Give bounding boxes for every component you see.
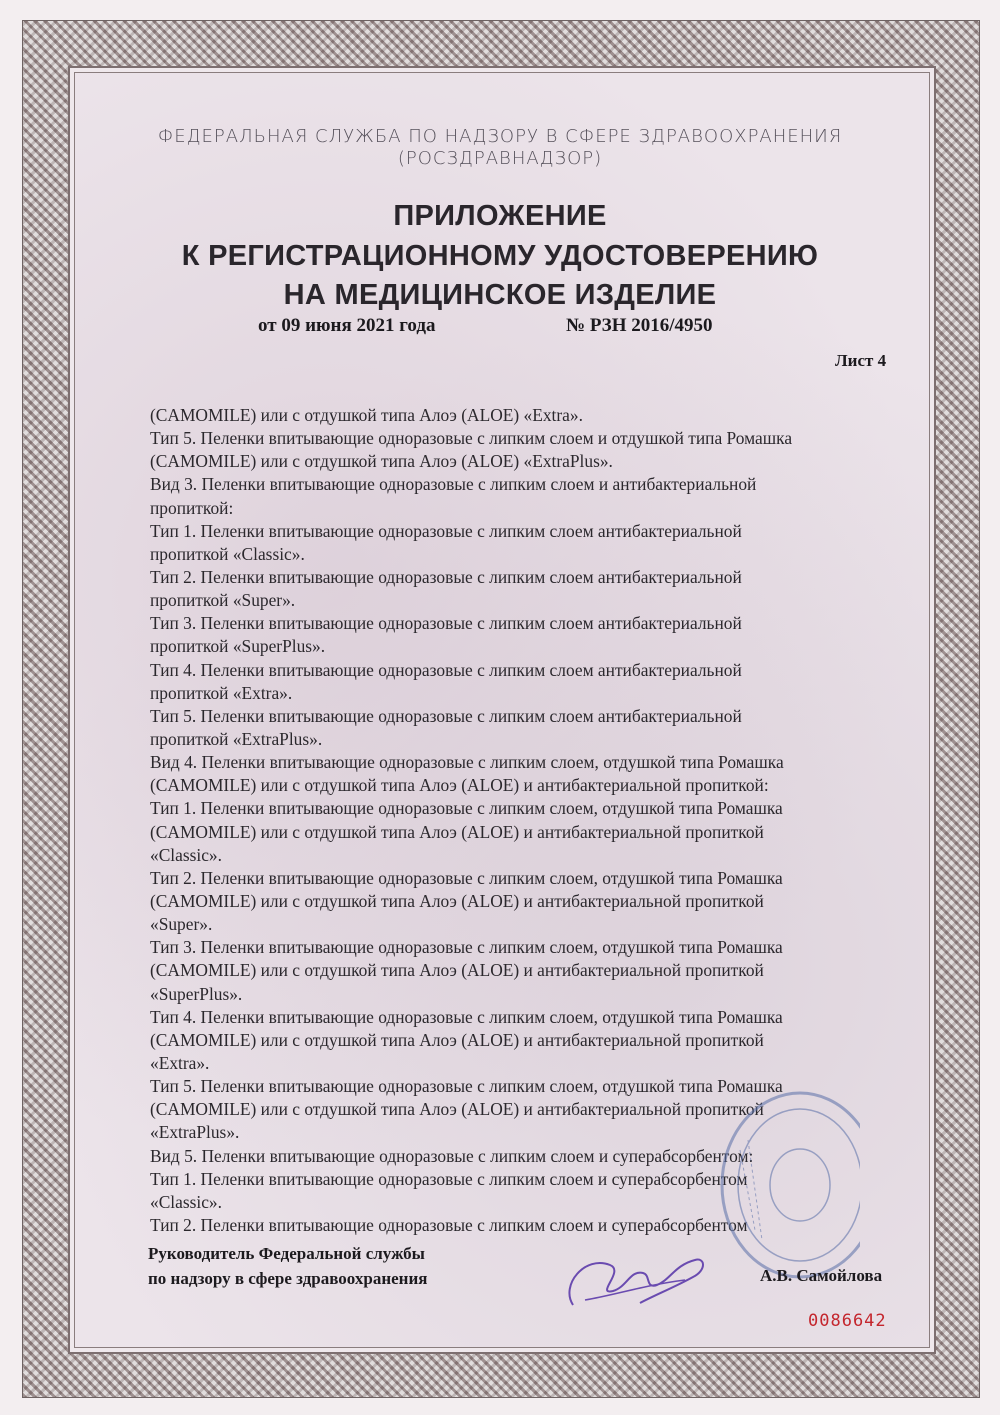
- agency-abbreviation: (РОСЗДРАВНАДЗОР): [397, 148, 603, 169]
- body-line: пропиткой «Classic».: [150, 543, 305, 564]
- body-line: «Super».: [150, 914, 213, 935]
- body-line: Тип 5. Пеленки впитывающие одноразовые с липким слоем антибактериальной: [150, 705, 742, 726]
- signature: [555, 1225, 715, 1325]
- agency-name: ФЕДЕРАЛЬНАЯ СЛУЖБА ПО НАДЗОРУ В СФЕРЕ ЗДРАВООХРАНЕНИЯ: [157, 126, 843, 147]
- sheet-number: Лист 4: [835, 351, 887, 370]
- body-line: Тип 1. Пеленки впитывающие одноразовые с липким слоем и суперабсорбентом: [150, 1168, 748, 1189]
- serial-number: 0086642: [808, 1311, 887, 1331]
- body-line: Вид 5. Пеленки впитывающие одноразовые с липким слоем и суперабсорбентом:: [150, 1145, 754, 1166]
- body-line: Тип 1. Пеленки впитывающие одноразовые с липким слоем, отдушкой типа Ромашка: [150, 798, 783, 819]
- certificate-number: № РЗН 2016/4950: [566, 315, 713, 336]
- body-line: пропиткой «ExtraPlus».: [150, 728, 323, 749]
- body-line: Тип 2. Пеленки впитывающие одноразовые с липким слоем антибактериальной: [150, 566, 742, 587]
- body-line: (CAMOMILE) или с отдушкой типа Алоэ (ALOE) и антибактериальной пропиткой: [150, 821, 764, 842]
- body-line: Тип 5. Пеленки впитывающие одноразовые с липким слоем, отдушкой типа Ромашка: [150, 1076, 783, 1097]
- body-line: Вид 3. Пеленки впитывающие одноразовые с липким слоем и антибактериальной: [150, 474, 757, 495]
- body-line: «ExtraPlus».: [150, 1122, 240, 1143]
- body-line: «Classic».: [150, 1191, 222, 1212]
- body-line: (CAMOMILE) или с отдушкой типа Алоэ (ALOE) и антибактериальной пропиткой: [150, 960, 764, 981]
- signer-title-line1: Руководитель Федеральной службы: [148, 1244, 425, 1263]
- body-line: пропиткой:: [150, 497, 234, 518]
- body-line: (CAMOMILE) или с отдушкой типа Алоэ (ALOE) и антибактериальной пропиткой: [150, 1029, 764, 1050]
- body-line: «Classic».: [150, 844, 222, 865]
- body-line: Тип 1. Пеленки впитывающие одноразовые с липким слоем антибактериальной: [150, 520, 742, 541]
- body-line: (CAMOMILE) или с отдушкой типа Алоэ (ALOE) и антибактериальной пропиткой: [150, 890, 764, 911]
- body-line: Тип 3. Пеленки впитывающие одноразовые с липким слоем антибактериальной: [150, 613, 742, 634]
- document-title-line2: К РЕГИСТРАЦИОННОМУ УДОСТОВЕРЕНИЮ: [181, 240, 819, 272]
- signer-name: А.В. Самойлова: [760, 1266, 883, 1285]
- body-line: «Extra».: [150, 1052, 210, 1073]
- body-line: Тип 3. Пеленки впитывающие одноразовые с липким слоем, отдушкой типа Ромашка: [150, 937, 783, 958]
- signer-title-line2: по надзору в сфере здравоохранения: [148, 1269, 428, 1288]
- body-line: пропиткой «SuperPlus».: [150, 636, 326, 657]
- body-line: пропиткой «Super».: [150, 590, 296, 611]
- official-stamp: [700, 1090, 860, 1290]
- body-line: (CAMOMILE) или с отдушкой типа Алоэ (ALOE) «ExtraPlus».: [150, 451, 613, 472]
- body-line: пропиткой «Extra».: [150, 682, 293, 703]
- certificate-date: от 09 июня 2021 года: [258, 315, 436, 336]
- body-line: (CAMOMILE) или с отдушкой типа Алоэ (ALOE) и антибактериальной пропиткой:: [150, 775, 769, 796]
- body-line: Тип 4. Пеленки впитывающие одноразовые с липким слоем, отдушкой типа Ромашка: [150, 1006, 783, 1027]
- body-line: (CAMOMILE) или с отдушкой типа Алоэ (ALOE) «Extra».: [150, 405, 583, 425]
- document-title-line3: НА МЕДИЦИНСКОЕ ИЗДЕЛИЕ: [283, 279, 717, 311]
- body-line: Тип 2. Пеленки впитывающие одноразовые с липким слоем и суперабсорбентом: [150, 1214, 748, 1235]
- body-line: (CAMOMILE) или с отдушкой типа Алоэ (ALOE) и антибактериальной пропиткой: [150, 1099, 764, 1120]
- body-line: Вид 4. Пеленки впитывающие одноразовые с липким слоем, отдушкой типа Ромашка: [150, 752, 784, 773]
- document-title-line1: ПРИЛОЖЕНИЕ: [393, 200, 607, 232]
- body-line: Тип 4. Пеленки впитывающие одноразовые с липким слоем антибактериальной: [150, 659, 742, 680]
- signer-title: [148, 1241, 427, 1291]
- body-line: «SuperPlus».: [150, 983, 243, 1004]
- body-line: Тип 2. Пеленки впитывающие одноразовые с липким слоем, отдушкой типа Ромашка: [150, 867, 783, 888]
- body-line: Тип 5. Пеленки впитывающие одноразовые с липким слоем и отдушкой типа Ромашка: [150, 428, 793, 449]
